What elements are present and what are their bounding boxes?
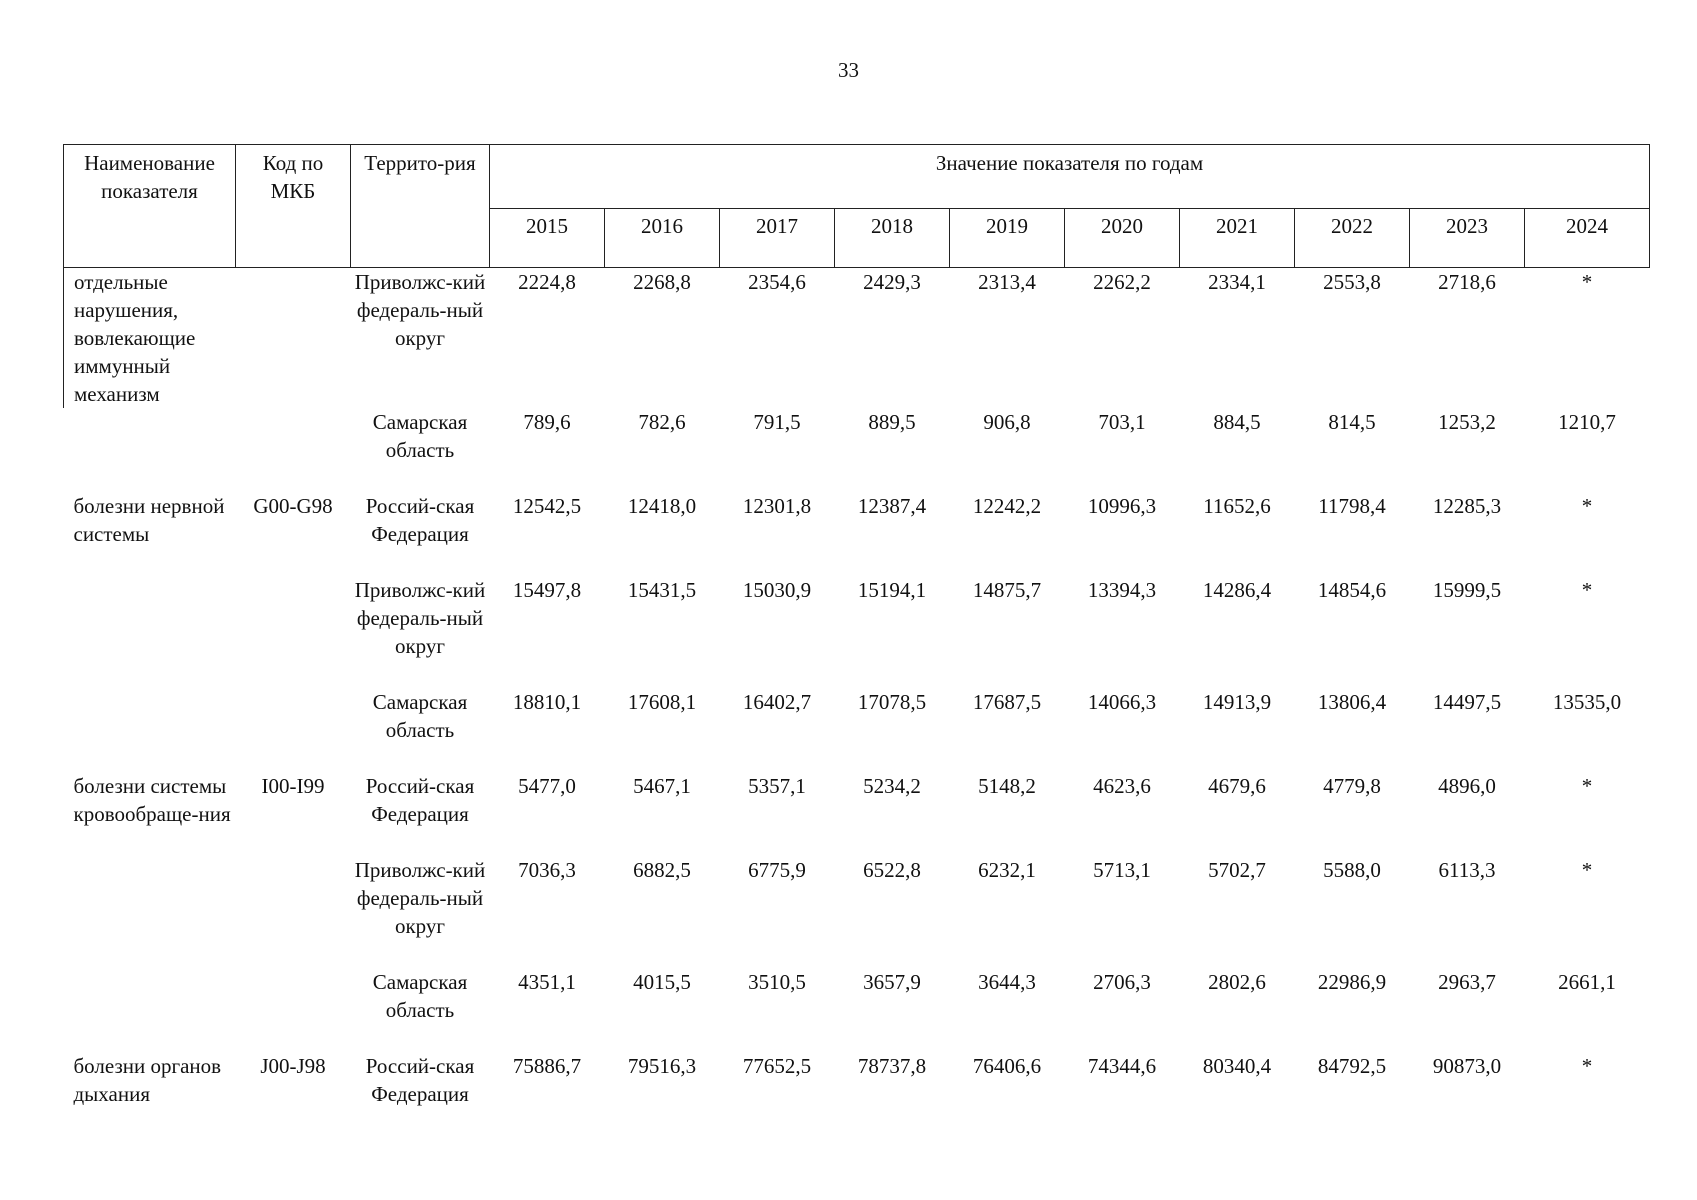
value-cell: 814,5 <box>1328 410 1376 434</box>
indicator-name-cell <box>64 856 236 968</box>
indicator-name-cell: отдельные нарушения, вовлекающие иммунный механизм <box>64 268 236 409</box>
icd-code-cell <box>236 576 351 688</box>
value-cell: 13806,4 <box>1317 690 1387 714</box>
value-cell: 2334,1 <box>1208 270 1266 294</box>
table-row <box>64 856 1650 968</box>
table-row <box>64 492 1650 576</box>
table-header <box>64 145 1650 268</box>
value-cell: 2706,3 <box>1093 970 1151 994</box>
value-cell: * <box>1581 578 1593 602</box>
value-cell: 2661,1 <box>1558 970 1616 994</box>
territory-cell: Россий-ская Федерация <box>365 1054 475 1106</box>
header-year: 2016 <box>605 209 720 268</box>
value-cell: 2313,4 <box>978 270 1036 294</box>
header-year: 2020 <box>1065 209 1180 268</box>
value-cell: 5357,1 <box>748 774 806 798</box>
icd-code-cell: I00-I99 <box>261 774 325 798</box>
value-cell: 17687,5 <box>972 690 1042 714</box>
value-cell: 15194,1 <box>857 578 927 602</box>
value-cell: 17608,1 <box>627 690 697 714</box>
value-cell: 14854,6 <box>1317 578 1387 602</box>
table-row <box>64 772 1650 856</box>
indicator-name-cell <box>64 688 236 772</box>
value-cell: 703,1 <box>1098 410 1146 434</box>
header-year: 2015 <box>490 209 605 268</box>
header-year: 2021 <box>1180 209 1295 268</box>
value-cell: 14913,9 <box>1202 690 1272 714</box>
value-cell: 6882,5 <box>633 858 691 882</box>
value-cell: 4896,0 <box>1438 774 1496 798</box>
icd-code-cell <box>236 268 351 409</box>
header-values-by-year: Значение показателя по годам <box>490 145 1650 209</box>
indicator-name-cell: болезни органов дыхания <box>73 1054 222 1106</box>
value-cell: 4679,6 <box>1208 774 1266 798</box>
value-cell: * <box>1581 270 1593 294</box>
value-cell: 12242,2 <box>972 494 1042 518</box>
table-row <box>64 1052 1650 1136</box>
icd-code-cell: G00-G98 <box>253 494 333 518</box>
table-row <box>64 576 1650 688</box>
table-row <box>64 688 1650 772</box>
value-cell: 4015,5 <box>633 970 691 994</box>
value-cell: 889,5 <box>868 410 916 434</box>
value-cell: 3644,3 <box>978 970 1036 994</box>
value-cell: 5713,1 <box>1093 858 1151 882</box>
value-cell: 79516,3 <box>627 1054 697 1078</box>
value-cell: 12418,0 <box>627 494 697 518</box>
value-cell: 12387,4 <box>857 494 927 518</box>
value-cell: 6232,1 <box>978 858 1036 882</box>
value-cell: 15497,8 <box>512 578 582 602</box>
value-cell: 2802,6 <box>1208 970 1266 994</box>
value-cell: 5588,0 <box>1323 858 1381 882</box>
header-indicator-name: Наименование показателя <box>64 145 236 268</box>
value-cell: 3657,9 <box>863 970 921 994</box>
value-cell: 7036,3 <box>518 858 576 882</box>
value-cell: 6775,9 <box>748 858 806 882</box>
value-cell: 78737,8 <box>857 1054 927 1078</box>
value-cell: 2429,3 <box>863 270 921 294</box>
value-cell: 22986,9 <box>1317 970 1387 994</box>
value-cell: 15999,5 <box>1432 578 1502 602</box>
value-cell: 2354,6 <box>748 270 806 294</box>
indicator-name-cell <box>64 408 236 492</box>
value-cell: 789,6 <box>523 410 571 434</box>
table-row <box>64 268 1650 409</box>
value-cell: 1210,7 <box>1558 410 1616 434</box>
value-cell: 6113,3 <box>1438 858 1496 882</box>
value-cell: 12301,8 <box>742 494 812 518</box>
value-cell: * <box>1581 1054 1593 1078</box>
header-year: 2019 <box>950 209 1065 268</box>
value-cell: 5148,2 <box>978 774 1036 798</box>
value-cell: 15431,5 <box>627 578 697 602</box>
territory-cell: Самарская область <box>372 690 468 742</box>
territory-cell: Приволжс-кий федераль-ный округ <box>354 578 486 658</box>
territory-cell: Приволжс-кий федераль-ный округ <box>354 858 486 938</box>
value-cell: 5234,2 <box>863 774 921 798</box>
value-cell: 2718,6 <box>1438 270 1496 294</box>
table-body <box>64 268 1650 1137</box>
territory-cell: Самарская область <box>372 410 468 462</box>
value-cell: 90873,0 <box>1432 1054 1502 1078</box>
header-year: 2017 <box>720 209 835 268</box>
value-cell: 13394,3 <box>1087 578 1157 602</box>
icd-code-cell <box>236 408 351 492</box>
icd-code-cell <box>236 968 351 1052</box>
value-cell: 2268,8 <box>633 270 691 294</box>
page-number: 33 <box>838 58 859 82</box>
value-cell: 5467,1 <box>633 774 691 798</box>
value-cell: 906,8 <box>983 410 1031 434</box>
header-year: 2018 <box>835 209 950 268</box>
value-cell: 14286,4 <box>1202 578 1272 602</box>
value-cell: 2262,2 <box>1093 270 1151 294</box>
value-cell: 782,6 <box>638 410 686 434</box>
value-cell: 84792,5 <box>1317 1054 1387 1078</box>
indicator-name-cell: болезни системы кровообраще-ния <box>73 774 231 826</box>
value-cell: 791,5 <box>753 410 801 434</box>
value-cell: 11798,4 <box>1318 494 1386 518</box>
value-cell: 75886,7 <box>512 1054 582 1078</box>
indicator-name-cell: болезни нервной системы <box>73 494 225 546</box>
value-cell: 16402,7 <box>742 690 812 714</box>
value-cell: * <box>1581 494 1593 518</box>
value-cell: 884,5 <box>1213 410 1261 434</box>
value-cell: 4779,8 <box>1323 774 1381 798</box>
icd-code-cell: J00-J98 <box>260 1054 326 1078</box>
header-year: 2024 <box>1525 209 1650 268</box>
header-icd-code: Код по МКБ <box>236 145 351 268</box>
value-cell: 5477,0 <box>518 774 576 798</box>
territory-cell: Самарская область <box>372 970 468 1022</box>
table-row <box>64 408 1650 492</box>
value-cell: 74344,6 <box>1087 1054 1157 1078</box>
territory-cell: Приволжс-кий федераль-ный округ <box>354 270 486 350</box>
value-cell: 14875,7 <box>972 578 1042 602</box>
value-cell: 10996,3 <box>1087 494 1157 518</box>
icd-code-cell <box>236 856 351 968</box>
value-cell: 2963,7 <box>1438 970 1496 994</box>
value-cell: 3510,5 <box>748 970 806 994</box>
value-cell: 17078,5 <box>857 690 927 714</box>
value-cell: 2224,8 <box>518 270 576 294</box>
value-cell: 18810,1 <box>512 690 582 714</box>
value-cell: 4623,6 <box>1093 774 1151 798</box>
value-cell: 14497,5 <box>1432 690 1502 714</box>
value-cell: 76406,6 <box>972 1054 1042 1078</box>
value-cell: 4351,1 <box>518 970 576 994</box>
indicator-name-cell <box>64 576 236 688</box>
header-territory: Террито-рия <box>351 145 490 268</box>
header-year: 2022 <box>1295 209 1410 268</box>
value-cell: 80340,4 <box>1202 1054 1272 1078</box>
value-cell: 77652,5 <box>742 1054 812 1078</box>
value-cell: 11652,6 <box>1203 494 1271 518</box>
value-cell: 15030,9 <box>742 578 812 602</box>
value-cell: 12285,3 <box>1432 494 1502 518</box>
icd-code-cell <box>236 688 351 772</box>
value-cell: * <box>1581 774 1593 798</box>
value-cell: 1253,2 <box>1438 410 1496 434</box>
value-cell: 6522,8 <box>863 858 921 882</box>
territory-cell: Россий-ская Федерация <box>365 494 475 546</box>
value-cell: 12542,5 <box>512 494 582 518</box>
value-cell: 2553,8 <box>1323 270 1381 294</box>
value-cell: 13535,0 <box>1552 690 1622 714</box>
value-cell: 14066,3 <box>1087 690 1157 714</box>
table-row <box>64 968 1650 1052</box>
indicator-name-cell <box>64 968 236 1052</box>
value-cell: * <box>1581 858 1593 882</box>
territory-cell: Россий-ская Федерация <box>365 774 475 826</box>
value-cell: 5702,7 <box>1208 858 1266 882</box>
header-year: 2023 <box>1410 209 1525 268</box>
statistics-table <box>63 144 1650 1136</box>
